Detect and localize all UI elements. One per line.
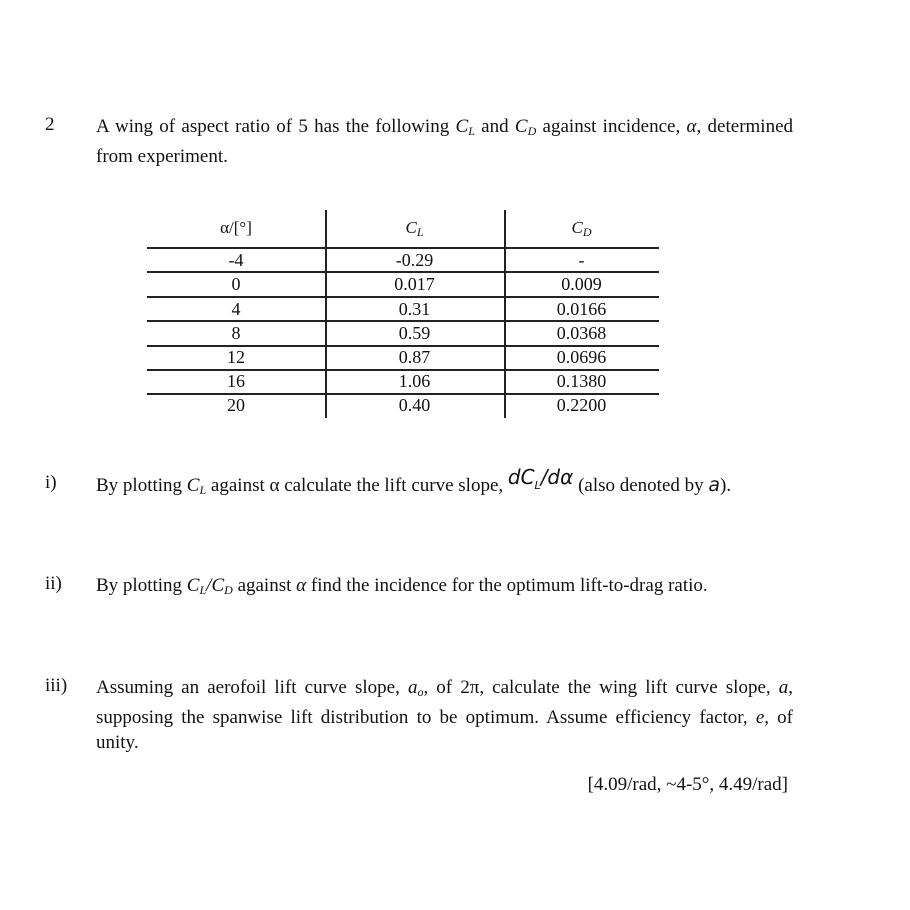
data-table — [147, 210, 659, 418]
table-cell: 0.017 — [394, 274, 435, 294]
table-rule — [147, 247, 659, 249]
table-cell: - — [578, 250, 585, 270]
table-cell: 0.0696 — [556, 347, 607, 367]
table-cell: 0.59 — [398, 323, 431, 343]
header-cd: $C_D$ — [571, 218, 592, 239]
answer-key: [4.09/rad, ~4-5°, 4.49/rad] — [587, 774, 788, 795]
part-iii-label: iii) — [45, 675, 68, 696]
table-cell: 0.2200 — [556, 395, 607, 415]
table-rule — [147, 296, 659, 298]
header-alpha: α/[°] — [220, 218, 252, 237]
table-cell: 0.40 — [398, 395, 431, 415]
table-cell: 0.0368 — [556, 323, 607, 343]
table-cell: 16 — [227, 371, 245, 391]
question-text: A wing of aspect ratio of 5 has the following $C_L$ and $C_D$ against incidence, α, determined from experiment. — [96, 116, 794, 167]
table-cell: 8 — [231, 323, 241, 343]
table-cell: -0.29 — [395, 250, 434, 270]
table-cell: 0.31 — [398, 299, 431, 319]
part-ii-text: By plotting $C_L/C_D$ against α find the incidence for the optimum lift-to-drag ratio. — [96, 575, 708, 597]
cd-symbol: $C_D$ — [514, 116, 537, 138]
table-cell: 4 — [231, 299, 241, 319]
table-cell: 0.87 — [398, 347, 431, 367]
part-ii-label: ii) — [45, 573, 62, 594]
header-cl: $C_L$ — [405, 218, 424, 239]
table-cell: 20 — [227, 395, 245, 415]
part-i-text: By plotting $C_L$ against α calculate the lift curve slope, $dC_L/d\alpha$ (also denoted by a). — [96, 465, 732, 497]
table-cell: 0.0166 — [556, 299, 607, 319]
table-cell: 12 — [227, 347, 245, 367]
table-rule — [147, 320, 659, 322]
table-cell: 0 — [231, 274, 241, 294]
table-cell: 1.06 — [398, 371, 431, 391]
table-rule — [147, 271, 659, 273]
part-iii-text: Assuming an aerofoil lift curve slope, $a_o$, of 2π, calculate the wing lift curve slope, a, supposing the spanwise lift distribution to be optimum. Assume efficiency factor, e, of unity. — [96, 677, 794, 753]
table-cell: 0.1380 — [556, 371, 607, 391]
question-number: 2 — [45, 114, 55, 135]
table-cell: -4 — [228, 250, 244, 270]
part-i-label: i) — [45, 472, 57, 493]
table-cell: 0.009 — [561, 274, 602, 294]
alpha-symbol: α — [686, 116, 697, 137]
lift-slope-fraction: $dC_L/d\alpha$ — [507, 465, 574, 492]
cl-symbol: $C_L$ — [455, 116, 475, 138]
